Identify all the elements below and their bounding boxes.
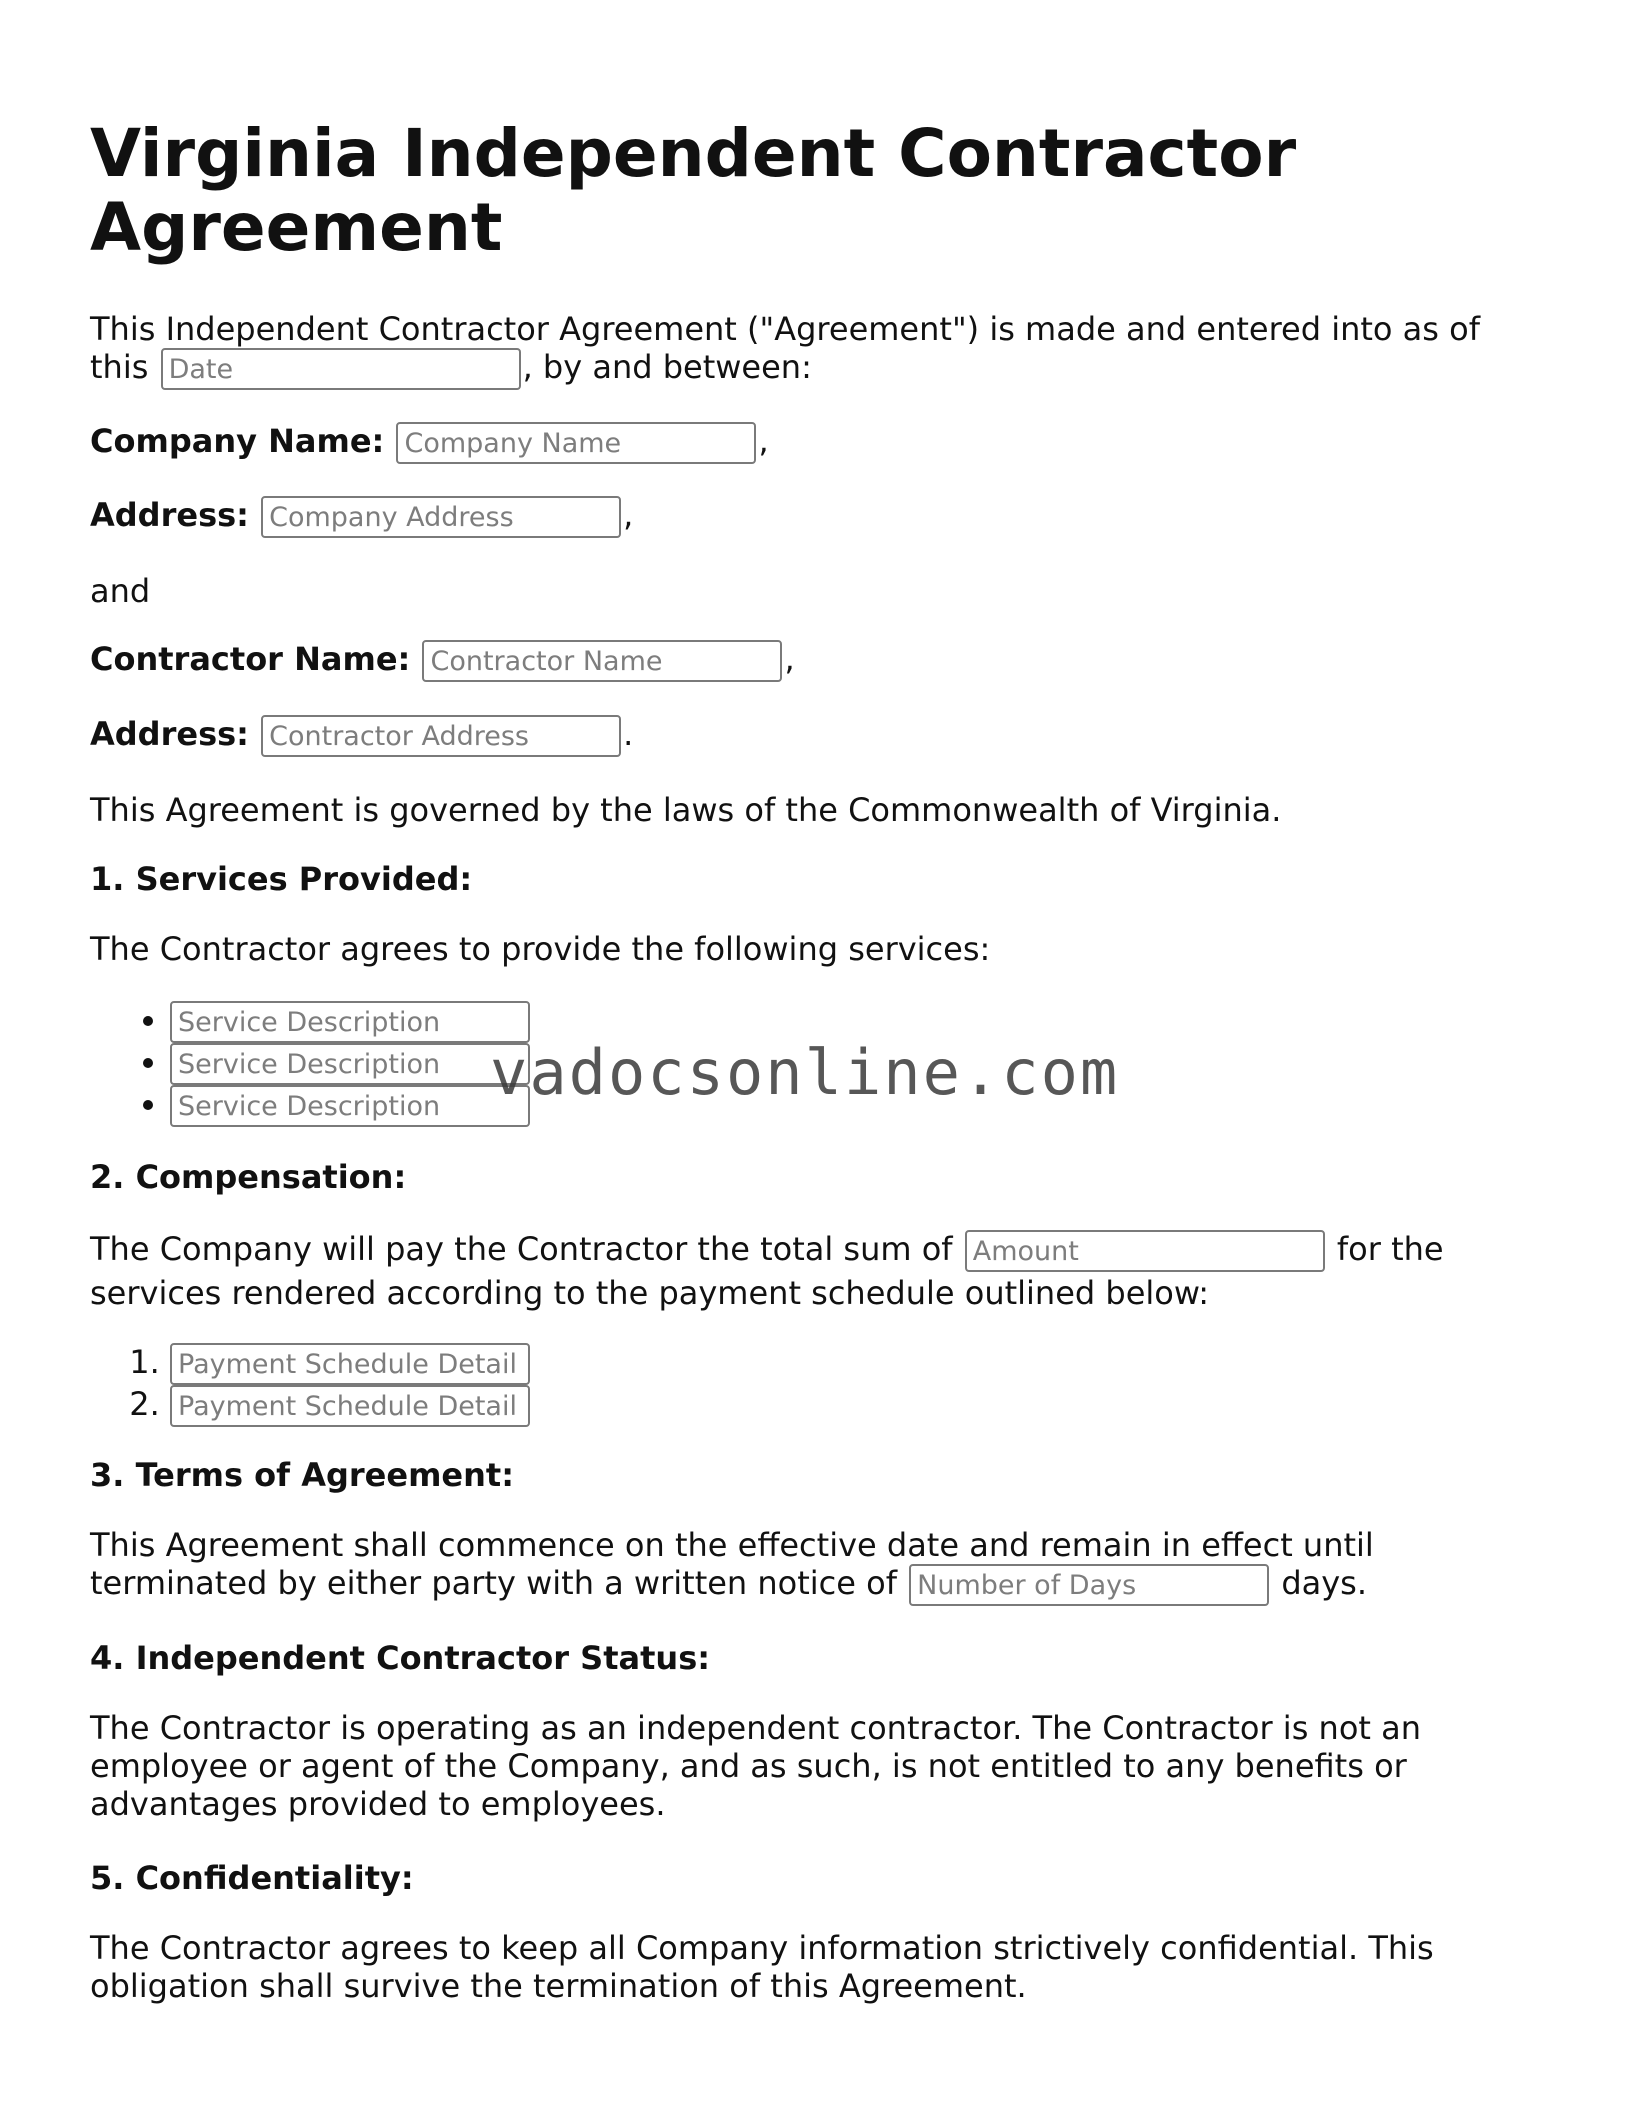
payment-schedule-input-2[interactable] [170, 1385, 530, 1427]
and-text: and [90, 572, 151, 610]
company-name-row: Company Name: Company Name , [90, 422, 1540, 464]
company-address-label: Address: [90, 496, 249, 534]
page-title: Virginia Independent Contractor Agreement [90, 115, 1297, 266]
section2-heading: 2. Compensation: [90, 1158, 407, 1196]
section3-text: This Agreement shall commence on the effective date and remain in effect until terminated by either party with a written notice of [90, 1526, 1374, 1602]
intro-paragraph [90, 310, 1540, 390]
list-item [170, 999, 532, 1041]
payment-schedule-input-1[interactable] [170, 1343, 530, 1385]
section1-text: The Contractor agrees to provide the following services: [90, 930, 991, 968]
list-item [170, 1383, 532, 1425]
section4-heading: 4. Independent Contractor Status: [90, 1639, 711, 1677]
governing-law-text: This Agreement is governed by the laws of the Commonwealth of Virginia. [90, 791, 1282, 829]
intro-text: This Independent Contractor Agreement ("Agreement") is made and entered into as of this [90, 310, 1480, 386]
company-address-row: Address: Company Address , [90, 496, 1540, 538]
notice-days-input[interactable] [909, 1564, 1269, 1606]
payment-schedule-list [130, 1341, 532, 1425]
service-description-input-1[interactable] [170, 1001, 530, 1043]
section2-text: The Company will pay the Contractor the total sum of [90, 1230, 953, 1268]
contractor-name-input[interactable] [422, 640, 782, 682]
intro-text-after: , by and between: [522, 348, 812, 386]
company-name-input[interactable] [396, 422, 756, 464]
date-input[interactable] [161, 348, 521, 390]
contractor-address-input[interactable] [261, 715, 621, 757]
contractor-address-label: Address: [90, 715, 249, 753]
company-address-input[interactable] [261, 496, 621, 538]
section2-paragraph [90, 1228, 1490, 1314]
contractor-address-row: Address: Contractor Address . [90, 715, 1540, 757]
section3-paragraph [90, 1526, 1490, 1606]
list-item [170, 1341, 532, 1383]
company-name-label: Company Name: [90, 422, 385, 460]
section3-text-after: days. [1281, 1564, 1368, 1602]
section4-text: The Contractor is operating as an independent contractor. The Contractor is not an employee or agent of the Company, and as such, is not entitled to any benefits or advantages provided to employees. [90, 1709, 1421, 1823]
watermark-text: vadocsonline.com [490, 1036, 1120, 1109]
section5-text: The Contractor agrees to keep all Company information strictively confidential. This obligation shall survive the termination of this Agreement. [90, 1929, 1434, 2005]
section5-heading: 5. Confidentiality: [90, 1859, 414, 1897]
list-item [170, 1083, 532, 1125]
services-list [130, 999, 532, 1125]
contractor-name-label: Contractor Name: [90, 640, 411, 678]
section2-text-after: for the services rendered according to the payment schedule outlined below: [90, 1230, 1444, 1312]
service-description-input-3[interactable] [170, 1085, 530, 1127]
list-item [170, 1041, 532, 1083]
section1-heading: 1. Services Provided: [90, 860, 473, 898]
contractor-name-row: Contractor Name: Contractor Name , [90, 640, 1540, 682]
section3-heading: 3. Terms of Agreement: [90, 1456, 514, 1494]
service-description-input-2[interactable] [170, 1043, 530, 1085]
amount-input[interactable] [965, 1230, 1325, 1272]
